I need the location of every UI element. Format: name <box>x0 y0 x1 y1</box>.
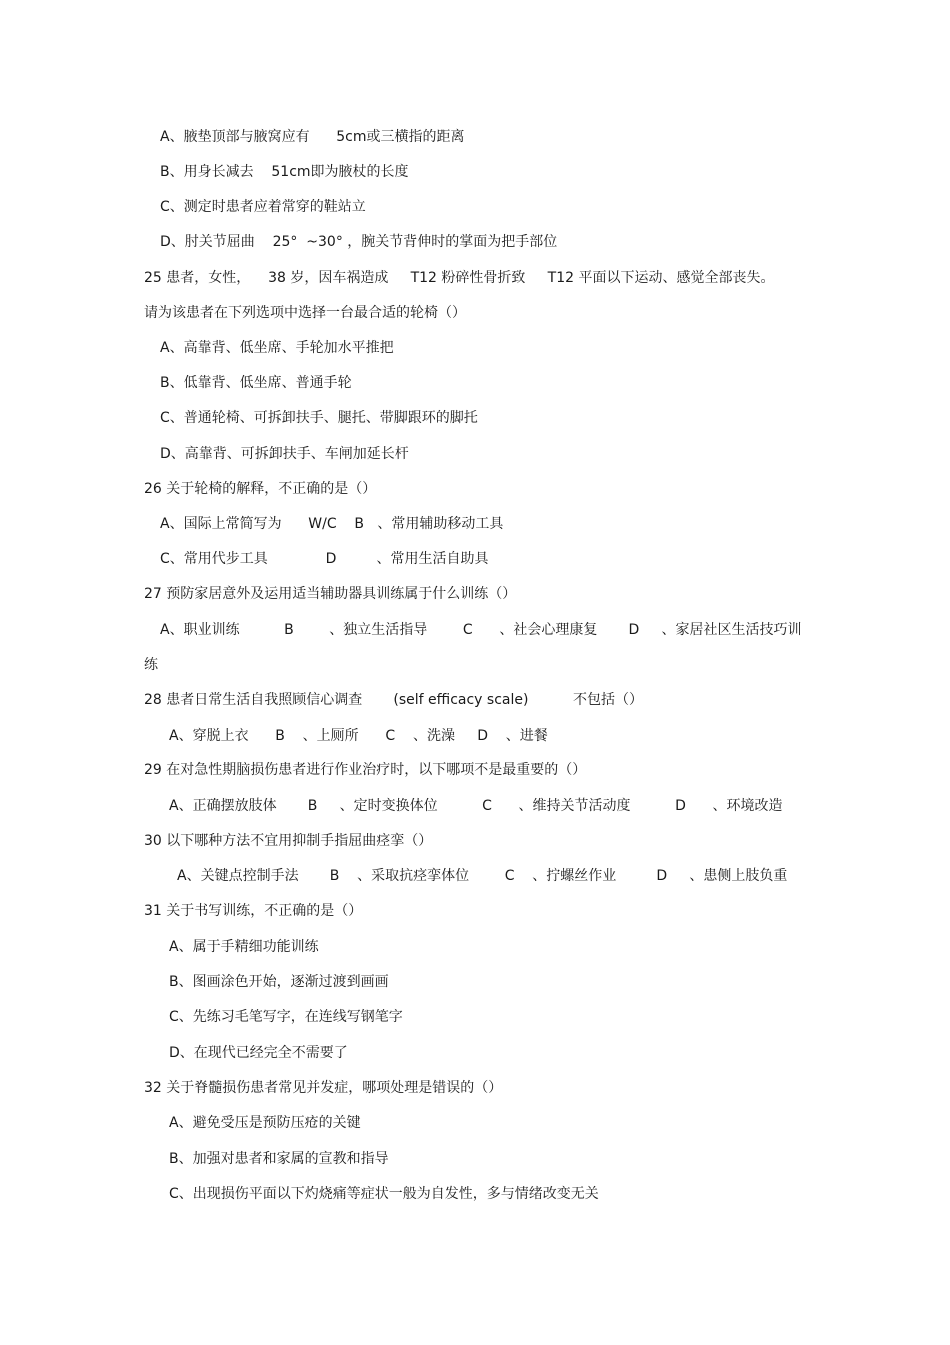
q27-stem: 27 预防家居意外及运用适当辅助器具训练属于什么训练（） <box>144 586 517 602</box>
q25-option-d: D、高靠背、可拆卸扶手、车闸加延长杆 <box>160 446 409 462</box>
q25-option-c: C、普通轮椅、可拆卸扶手、腿托、带脚跟环的脚托 <box>160 410 478 426</box>
q30-options: A、关键点控制手法 B 、采取抗痉挛体位 C 、拧螺丝作业 D 、患侧上肢负重 <box>177 868 788 884</box>
q28-stem: 28 患者日常生活自我照顾信心调查 (self efficacy scale) 不包括（） <box>144 692 643 708</box>
q32-option-b: B、加强对患者和家属的宣教和指导 <box>169 1151 389 1167</box>
q26-options-cd: C、常用代步工具 D 、常用生活自助具 <box>160 551 489 567</box>
q32-option-c: C、出现损伤平面以下灼烧痛等症状一般为自发性，多与情绪改变无关 <box>169 1186 599 1202</box>
q24-option-d: D、肘关节屈曲 25° ~30° ，腕关节背伸时的掌面为把手部位 <box>160 234 558 250</box>
q24-option-b: B、用身长减去 51cm即为腋杖的长度 <box>160 164 409 180</box>
q24-option-c: C、测定时患者应着常穿的鞋站立 <box>160 199 366 215</box>
q31-option-b: B、图画涂色开始，逐渐过渡到画画 <box>169 974 389 990</box>
q25-option-a: A、高靠背、低坐席、手轮加水平推把 <box>160 340 394 356</box>
q25-stem-line1: 25 患者，女性， 38 岁，因车祸造成 T12 粉碎性骨折致 T12 平面以下运动、感觉全部丧失。 <box>144 270 775 286</box>
q32-stem: 32 关于脊髓损伤患者常见并发症，哪项处理是错误的（） <box>144 1080 503 1096</box>
q25-option-b: B、低靠背、低坐席、普通手轮 <box>160 375 352 391</box>
q31-option-a: A、属于手精细功能训练 <box>169 939 319 955</box>
q26-stem: 26 关于轮椅的解释，不正确的是（） <box>144 481 377 497</box>
q31-stem: 31 关于书写训练，不正确的是（） <box>144 903 363 919</box>
q28-options: A、穿脱上衣 B 、上厕所 C 、洗澡 D 、进餐 <box>169 728 548 744</box>
q27-options-line2: 练 <box>144 657 158 673</box>
q24-option-a: A、腋垫顶部与腋窝应有 5cm或三横指的距离 <box>160 129 465 145</box>
q31-option-d: D、在现代已经完全不需要了 <box>169 1045 348 1061</box>
q29-stem: 29 在对急性期脑损伤患者进行作业治疗时，以下哪项不是最重要的（） <box>144 762 587 778</box>
q26-options-ab: A、国际上常简写为 W/C B 、常用辅助移动工具 <box>160 516 504 532</box>
q31-option-c: C、先练习毛笔写字，在连线写钢笔字 <box>169 1009 403 1025</box>
q29-options: A、正确摆放肢体 B 、定时变换体位 C 、维持关节活动度 D 、环境改造 <box>169 798 783 814</box>
q25-stem-line2: 请为该患者在下列选项中选择一台最合适的轮椅（） <box>144 305 466 321</box>
q32-option-a: A、避免受压是预防压疮的关键 <box>169 1115 361 1131</box>
q30-stem: 30 以下哪种方法不宜用抑制手指屈曲痉挛（） <box>144 833 433 849</box>
q27-options-line1: A、职业训练 B 、独立生活指导 C 、社会心理康复 D 、家居社区生活技巧训 <box>160 622 802 638</box>
